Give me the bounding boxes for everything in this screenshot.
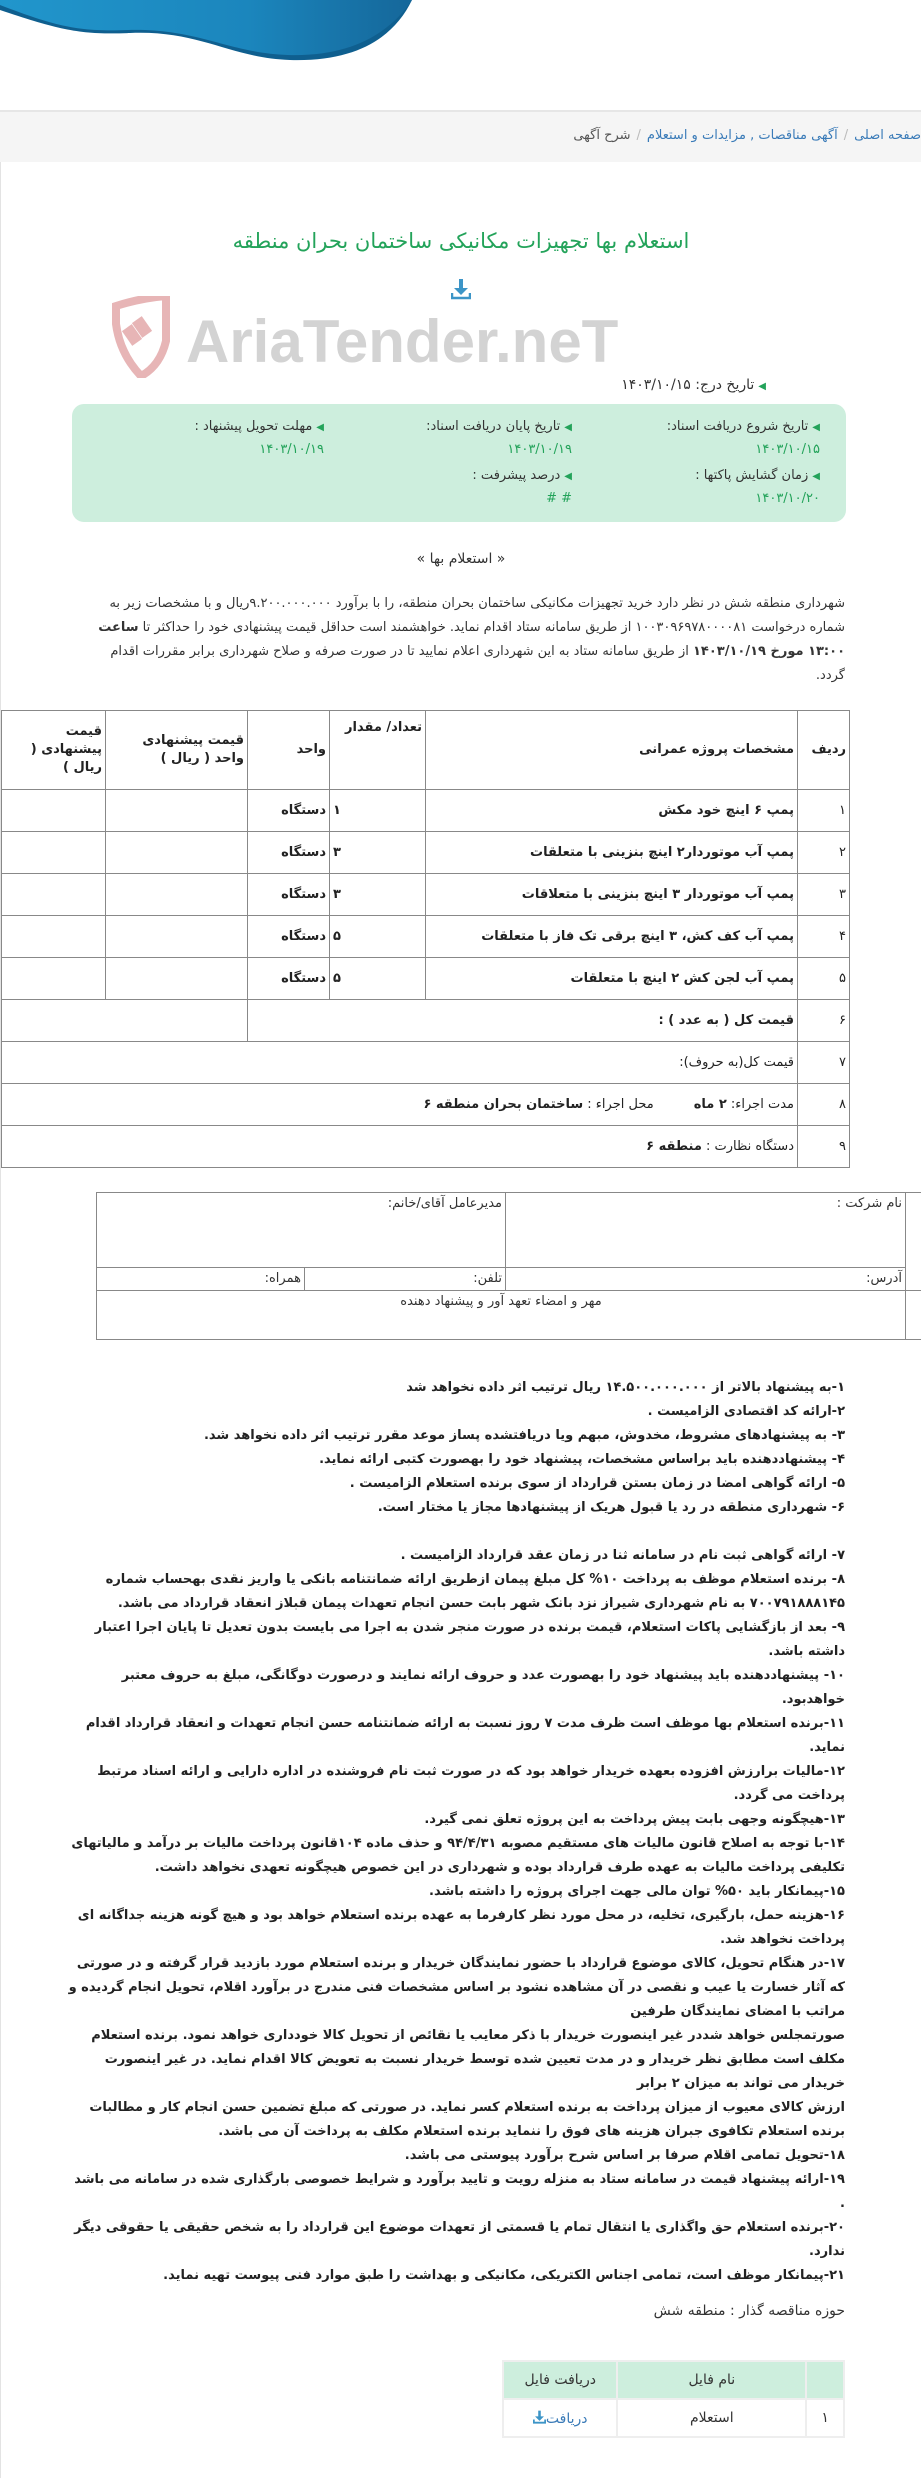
item-unit: دستگاه: [248, 916, 330, 958]
item-unit: دستگاه: [248, 832, 330, 874]
phone-field[interactable]: [304, 1268, 505, 1290]
total-number-label: قیمت کل ( به عدد ) :: [248, 1000, 798, 1042]
header-spacer: [0, 65, 921, 110]
condition-item: ۸- برنده استعلام موظف به پرداخت ۱۰% کل مبلغ پیمان ازطریق ارائه ضمانتنامه بانکی یا واریز نقدی بهحساب شماره ۷۰۰۷۹۱۸۸۸۱۴۵ به نام شهرداری شیراز نزد بانک شهر بابت حسن انجام تعهدات پیمان قبلاز انعقاد قرارداد می باشد.: [66, 1568, 845, 1616]
triangle-bullet-icon: ◀: [758, 381, 766, 392]
opening: [588, 465, 820, 510]
contact-row: [97, 1268, 505, 1290]
stamp-signature-field: [97, 1291, 906, 1340]
header-spec: مشخصات پروژه عمرانی: [426, 711, 798, 790]
total-words-row: [2, 1042, 850, 1084]
condition-item: ۳- به پیشنهادهای مشروط، مخدوش، مبهم ویا دریافتشده پساز موعد مقرر ترتیب اثر داده نخواهد شد.: [66, 1424, 845, 1448]
doc-end: [340, 416, 572, 461]
opening-label: زمان گشایش پاکتها :: [695, 468, 808, 483]
header-file-name: نام فایل: [617, 2361, 806, 2399]
table-row: [2, 832, 850, 874]
item-qty: ۵: [330, 958, 426, 1000]
ceo-name-field[interactable]: [97, 1193, 506, 1268]
mobile-field[interactable]: [97, 1268, 304, 1290]
watermark-text: AriaTender.neT: [186, 308, 618, 375]
form-side-cell: [906, 1291, 921, 1340]
triangle-bullet-icon: ◀: [812, 471, 820, 482]
item-spec: پمپ آب لجن کش ۲ اینچ با متعلقات: [426, 958, 798, 1000]
item-unit: دستگاه: [248, 958, 330, 1000]
triangle-bullet-icon: ◀: [812, 422, 820, 433]
phone-label: تلفن:: [473, 1271, 502, 1286]
spacer: [66, 1520, 845, 1544]
breadcrumb-separator: /: [637, 128, 641, 143]
condition-item: ۱۴-با توجه به اصلاح قانون مالیات های مستقیم مصوبه ۹۴/۴/۳۱ و حذف ماده ۱۰۴قانون پرداخت مالیات بر درآمد و مالیاتهای تکلیفی پرداخت مالیات به عهده طرف قرارداد بوده و شهرداری در این خصوص هیچگونه تعهدی نخواهد داشت.: [66, 1832, 845, 1880]
item-total-price: [2, 916, 106, 958]
breadcrumb-bar: [0, 110, 921, 162]
bidder-info-form: [96, 1192, 921, 1340]
items-table-header: [2, 711, 850, 790]
breadcrumb-section[interactable]: آگهی مناقصات , مزایدات و استعلام: [647, 128, 838, 143]
duration-group: [694, 1096, 794, 1114]
breadcrumb-home[interactable]: صفحه اصلی: [854, 128, 921, 143]
item-total-price: [2, 790, 106, 832]
row-number: ۹: [798, 1126, 850, 1168]
mobile-label: همراه:: [265, 1271, 301, 1286]
condition-item: ۱۳-هیچگونه وجهی بابت پیش پرداخت به این پروژه تعلق نمی گیرد.: [66, 1808, 845, 1832]
ceo-name-label: مدیرعامل آقای/خانم:: [388, 1196, 502, 1211]
files-table-header: [503, 2361, 844, 2399]
header-row-no: ردیف: [798, 711, 850, 790]
place-group: [423, 1096, 653, 1114]
condition-item: ارزش کالای معیوب از میزان پرداخت به برنده استعلام کسر نماید. در صورتی که مبلغ تضمین حسن انجام کار و مطالبات برنده استعلام تکافوی جبران هزینه های فوق را ننماید برنده استعلام مکلف به پرداخت آن می باشد.: [66, 2096, 845, 2144]
download-icon[interactable]: [533, 2410, 546, 2424]
address-field[interactable]: [506, 1268, 906, 1291]
header-qty: تعداد/ مقدار: [330, 711, 426, 790]
progress-value: # #: [340, 488, 572, 510]
stamp-signature-label: مهر و امضاء تعهد آور و پیشنهاد دهنده: [400, 1294, 601, 1309]
supervisor-label: دستگاه نظارت :: [706, 1139, 794, 1154]
bid-deadline-label: مهلت تحویل پیشنهاد :: [195, 419, 313, 434]
condition-item: ۱۲-مالیات برارزش افزوده بعهده خریدار خواهد بود که در صورت ثبت نام فروشنده در اداره دارایی و ارائه اسناد مرتبط پرداخت می گردد.: [66, 1760, 845, 1808]
condition-item: ۱-به پیشنهاد بالاتر از ۱۴.۵۰۰.۰۰۰.۰۰۰ ریال ترتیب اثر داده نخواهد شد: [66, 1376, 845, 1400]
total-number-row: [2, 1000, 850, 1042]
progress: [340, 465, 572, 510]
bid-deadline: [92, 416, 324, 461]
item-total-price: [2, 958, 106, 1000]
condition-item: ۵- ارائه گواهی امضا در زمان بستن قرارداد از سوی برنده استعلام الزامیست .: [66, 1472, 845, 1496]
condition-item: ۱۶-هزینه حمل، بارگیری، تخلیه، در محل مورد نظر کارفرما به عهده برنده استعلام خواهد بود و هیچ گونه هزینه جداگانه ای پرداخت نخواهد شد.: [66, 1904, 845, 1952]
row-number: ۱: [798, 790, 850, 832]
header-unit: واحد: [248, 711, 330, 790]
table-row: [2, 916, 850, 958]
item-total-price: [2, 874, 106, 916]
item-unit-price: [106, 832, 248, 874]
doc-start-label: تاریخ شروع دریافت اسناد:: [667, 419, 809, 434]
condition-item: ۶- شهرداری منطقه در رد یا قبول هریک از پیشنهادها مجاز یا مختار است.: [66, 1496, 845, 1520]
condition-item: ۴- پیشنهاددهنده باید براساس مشخصات، پیشنهاد خود را بهصورت کتبی ارائه نماید.: [66, 1448, 845, 1472]
content-area: [0, 162, 921, 2478]
files-table: [502, 2360, 845, 2438]
post-date-value: ۱۴۰۳/۱۰/۱۵: [621, 377, 691, 393]
intro-paragraph: [81, 592, 845, 688]
condition-item: ۱۰- پیشنهاددهنده باید پیشنهاد خود را بهصورت عدد و حروف ارائه نمایند و درصورت دوگانگی، مبلغ به حروف معتبر خواهدبود.: [66, 1664, 845, 1712]
file-download-link[interactable]: [503, 2399, 617, 2437]
watermark-logo: [96, 296, 716, 378]
dates-info-box: [72, 404, 846, 522]
header-file-download: دریافت فایل: [503, 2361, 617, 2399]
condition-item: ۱۵-پیمانکار باید ۵۰% توان مالی جهت اجرای پروژه را داشته باشد.: [66, 1880, 845, 1904]
item-qty: ۵: [330, 916, 426, 958]
intro-text-2: از طریق سامانه ستاد به این شهرداری اعلام نمایید تا در صورت صرفه و صلاح شهرداری برابر مقررات اقدام گردد.: [110, 644, 845, 683]
bid-deadline-value: ۱۴۰۳/۱۰/۱۹: [92, 439, 324, 461]
total-number-value: [2, 1000, 248, 1042]
breadcrumb-current: شرح آگهی: [573, 128, 630, 143]
download-link-text[interactable]: دریافت: [546, 2411, 588, 2427]
opening-value: ۱۴۰۳/۱۰/۲۰: [588, 488, 820, 510]
header-file-no: [806, 2361, 844, 2399]
condition-item: ۹- بعد از بازگشایی پاکات استعلام، قیمت برنده در صورت منجر شدن به اجرا می بایست بدون تعدیل تا پایان اجرا اعتبار داشته باشد.: [66, 1616, 845, 1664]
doc-end-value: ۱۴۰۳/۱۰/۱۹: [340, 439, 572, 461]
row-number: ۷: [798, 1042, 850, 1084]
watermark-row: [1, 302, 921, 372]
breadcrumb-separator: /: [844, 128, 848, 143]
condition-item: ۱۹-ارائه پیشنهاد قیمت در سامانه ستاد به منزله رویت و تایید برآورد و شرایط خصوصی بارگذاری شده در سامانه می باشد .: [66, 2168, 845, 2216]
intro-deadline: ساعت ۱۳:۰۰ مورخ ۱۴۰۳/۱۰/۱۹: [98, 620, 845, 659]
page-title: استعلام بها تجهیزات مکانیکی ساختمان بحران منطقه: [1, 162, 921, 256]
header-wave-banner: [0, 0, 921, 65]
item-qty: ۳: [330, 874, 426, 916]
row-number: ۶: [798, 1000, 850, 1042]
item-spec: پمپ آب موتوردار۲ اینچ بنزینی با متعلقات: [426, 832, 798, 874]
condition-item: ۱۷-در هنگام تحویل، کالای موضوع قرارداد با حضور نمایندگان خریدار و برنده استعلام مورد بازدید قرار گرفته و در صورتی که آثار خسارت یا عیب و نقصی در آن مشاهده نشود بر اساس مشخصات فنی مندرج در برآورد اقلام، تحویل انجام گردیده و مراتب با امضای نمایندگان طرفین: [66, 1952, 845, 2024]
header-total-price: قیمت پیشنهادی ( ریال ): [2, 711, 106, 790]
triangle-bullet-icon: ◀: [564, 422, 572, 433]
item-spec: پمپ آب موتوردار ۳ اینچ بنزینی با متعلاقات: [426, 874, 798, 916]
doc-end-label: تاریخ پایان دریافت اسناد:: [426, 419, 560, 434]
condition-item: صورتمجلس خواهد شددر غیر اینصورت خریدار با ذکر معایب یا نقائص از تحویل کالا خودداری خواهد نمود. برنده استعلام مکلف است مطابق نظر خریدار و در مدت تعیین شده توسط خریدار نسبت به تعویض کالا اقدام نماید. در غیر اینصورت خریدار می تواند به میزان ۲ برابر: [66, 2024, 845, 2096]
supervisor-cell: [2, 1126, 798, 1168]
post-date-label: تاریخ درج:: [695, 377, 754, 393]
duration-value: ۲ ماه: [694, 1097, 727, 1112]
item-unit-price: [106, 790, 248, 832]
condition-item: ۲۱-پیمانکار موظف است، تمامی اجناس الکتریکی، مکانیکی و بهداشت را طبق موارد فنی پیوست تهیه نماید.: [66, 2264, 845, 2288]
intro-text-1: شهرداری منطقه شش در نظر دارد خرید تجهیزات مکانیکی ساختمان بحران منطقه، را با برآورد ۹.۲۰۰.۰۰۰.۰۰۰ریال و با مشخصات زیر به شماره درخواست ۱۰۰۳۰۹۶۹۷۸۰۰۰۰۸۱ از طریق سامانه ستاد اقدام نماید. خواهشمند است حداقل قیمت پیشنهادی خود را حداکثر تا: [109, 596, 845, 635]
condition-item: ۱۱-برنده استعلام بها موظف است ظرف مدت ۷ روز نسبت به ارائه ضمانتنامه حسن انجام تعهدات و انعقاد قرارداد اقدام نماید.: [66, 1712, 845, 1760]
doc-start-value: ۱۴۰۳/۱۰/۱۵: [588, 439, 820, 461]
item-unit-price: [106, 958, 248, 1000]
file-row: [503, 2399, 844, 2437]
item-unit: دستگاه: [248, 790, 330, 832]
form-side-cell: [906, 1193, 921, 1291]
file-name: استعلام: [617, 2399, 806, 2437]
item-unit-price: [106, 874, 248, 916]
item-qty: ۳: [330, 832, 426, 874]
contact-cell: [97, 1268, 506, 1291]
table-row: [2, 958, 850, 1000]
item-spec: پمپ آب کف کش، ۳ اینچ برقی تک فاز با متعلقات: [426, 916, 798, 958]
condition-item: ۲-ارائه کد اقتصادی الزامیست .: [66, 1400, 845, 1424]
duration-row: [2, 1084, 850, 1126]
item-qty: ۱: [330, 790, 426, 832]
row-number: ۸: [798, 1084, 850, 1126]
header-unit-price: قیمت پیشنهادی واحد ( ریال ): [106, 711, 248, 790]
condition-item: ۱۸-تحویل تمامی اقلام صرفا بر اساس شرح برآورد پیوستی می باشد.: [66, 2144, 845, 2168]
row-number: ۵: [798, 958, 850, 1000]
table-row: [2, 790, 850, 832]
company-name-field[interactable]: [506, 1193, 906, 1268]
breadcrumb: [573, 128, 921, 143]
place-label: محل اجراء :: [587, 1097, 653, 1112]
row-number: ۲: [798, 832, 850, 874]
progress-label: درصد پیشرفت :: [472, 468, 560, 483]
supervisor-value: منطقه ۶: [646, 1139, 702, 1154]
row-number: ۳: [798, 874, 850, 916]
item-unit-price: [106, 916, 248, 958]
section-subheading: « استعلام بها »: [1, 548, 921, 570]
item-unit: دستگاه: [248, 874, 330, 916]
items-table: [1, 710, 850, 1168]
condition-item: ۷- ارائه گواهی ثبت نام در سامانه ثنا در زمان عقد قرارداد الزامیست .: [66, 1544, 845, 1568]
row-number: ۴: [798, 916, 850, 958]
conditions-list: [66, 1376, 845, 2288]
file-number: ۱: [806, 2399, 844, 2437]
place-value: ساختمان بحران منطقه ۶: [423, 1097, 583, 1112]
tender-area: حوزه مناقصه گذار : منطقه شش: [1, 2300, 921, 2322]
item-spec: پمپ ۶ اینچ خود مکش: [426, 790, 798, 832]
table-row: [2, 874, 850, 916]
doc-start: [588, 416, 820, 461]
condition-item: ۲۰-برنده استعلام حق واگذاری یا انتقال تمام یا قسمتی از تعهدات موضوع این قرارداد را به شخص حقیقی یا حقوقی دیگر ندارد.: [66, 2216, 845, 2264]
duration-wrap: [5, 1096, 794, 1114]
duration-label: مدت اجراء:: [731, 1097, 794, 1112]
address-label: آدرس:: [866, 1271, 902, 1286]
item-total-price: [2, 832, 106, 874]
triangle-bullet-icon: ◀: [316, 422, 324, 433]
company-name-label: نام شرکت :: [837, 1196, 902, 1211]
duration-cell: [2, 1084, 798, 1126]
supervisor-row: [2, 1126, 850, 1168]
total-words-label: قیمت کل(به حروف):: [2, 1042, 798, 1084]
triangle-bullet-icon: ◀: [564, 471, 572, 482]
